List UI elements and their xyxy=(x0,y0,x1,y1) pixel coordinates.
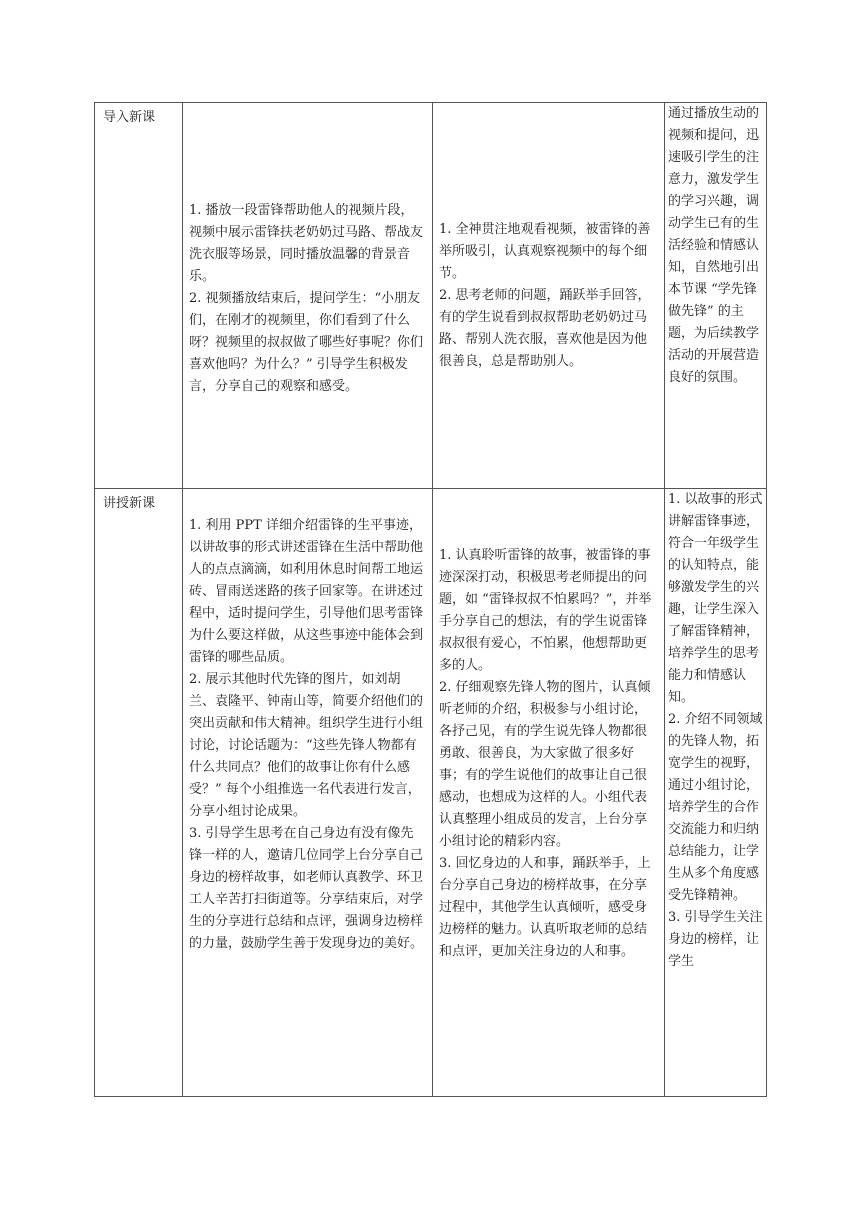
design-purpose-cell: 1. 以故事的形式讲解雷锋事迹，符合一年级学生的认知特点，能够激发学生的兴趣，让学生深入了解雷锋精神，培养学生的思考能力和情感认知。 2. 介绍不同领域的先锋人物，拓宽学生的视野，通过小组讨论，培养学生的合作交流能力和归纳总结能力，让学生从多个角度感受先锋精神。 3. 引导学生关注身边的榜样，让学生 xyxy=(665,489,767,1097)
stage-cell: 导入新课 xyxy=(95,103,183,489)
student-activity-cell: 1. 全神贯注地观看视频，被雷锋的善举所吸引，认真观察视频中的每个细节。 2. 思考老师的问题，踊跃举手回答，有的学生说看到叔叔帮助老奶奶过马路、帮别人洗衣服，喜欢他是因为他很善良，总是帮助别人。 xyxy=(433,103,665,489)
teacher-activity-cell: 1. 利用 PPT 详细介绍雷锋的生平事迹，以讲故事的形式讲述雷锋在生活中帮助他人的点点滴滴，如利用休息时间帮工地运砖、冒雨送迷路的孩子回家等。在讲述过程中，适时提问学生，引导他们思考雷锋为什么要这样做，从这些事迹中能体会到雷锋的哪些品质。 2. 展示其他时代先锋的图片，如刘胡兰、袁隆平、钟南山等，简要介绍他们的突出贡献和伟大精神。组织学生进行小组讨论，讨论话题为：“这些先锋人物都有什么共同点？他们的故事让你有什么感受？” 每个小组推选一名代表进行发言，分享小组讨论成果。 3. 引导学生思考在自己身边有没有像先锋一样的人，邀请几位同学上台分享自己身边的榜样故事，如老师认真教学、环卫工人辛苦打扫街道等。分享结束后，对学生的分享进行总结和点评，强调身边榜样的力量，鼓励学生善于发现身边的美好。 xyxy=(183,489,433,1097)
table-row xyxy=(95,489,767,1097)
table-row xyxy=(95,103,767,489)
student-activity-cell: 1. 认真聆听雷锋的故事，被雷锋的事迹深深打动，积极思考老师提出的问题，如 “雷锋叔叔不怕累吗？”，并举手分享自己的想法，有的学生说雷锋叔叔很有爱心，不怕累，他想帮助更多的人。 2. 仔细观察先锋人物的图片，认真倾听老师的介绍，积极参与小组讨论，各抒己见，有的学生说先锋人物都很勇敢、很善良，为大家做了很多好事；有的学生说他们的故事让自己很感动，也想成为这样的人。小组代表认真整理小组成员的发言，上台分享小组讨论的精彩内容。 3. 回忆身边的人和事，踊跃举手，上台分享自己身边的榜样故事，在分享过程中，其他学生认真倾听，感受身边榜样的魅力。认真听取老师的总结和点评，更加关注身边的人和事。 xyxy=(433,489,665,1097)
stage-cell: 讲授新课 xyxy=(95,489,183,1097)
design-purpose-cell: 通过播放生动的视频和提问，迅速吸引学生的注意力，激发学生的学习兴趣，调动学生已有的生活经验和情感认知，自然地引出本节课 “学先锋做先锋” 的主题，为后续教学活动的开展营造良好的氛围。 xyxy=(665,103,767,489)
lesson-plan-table xyxy=(94,102,767,1097)
teacher-activity-cell: 1. 播放一段雷锋帮助他人的视频片段，视频中展示雷锋扶老奶奶过马路、帮战友洗衣服等场景，同时播放温馨的背景音乐。 2. 视频播放结束后，提问学生：“小朋友们，在刚才的视频里，你们看到了什么呀？视频里的叔叔做了哪些好事呢？你们喜欢他吗？为什么？” 引导学生积极发言，分享自己的观察和感受。 xyxy=(183,103,433,489)
